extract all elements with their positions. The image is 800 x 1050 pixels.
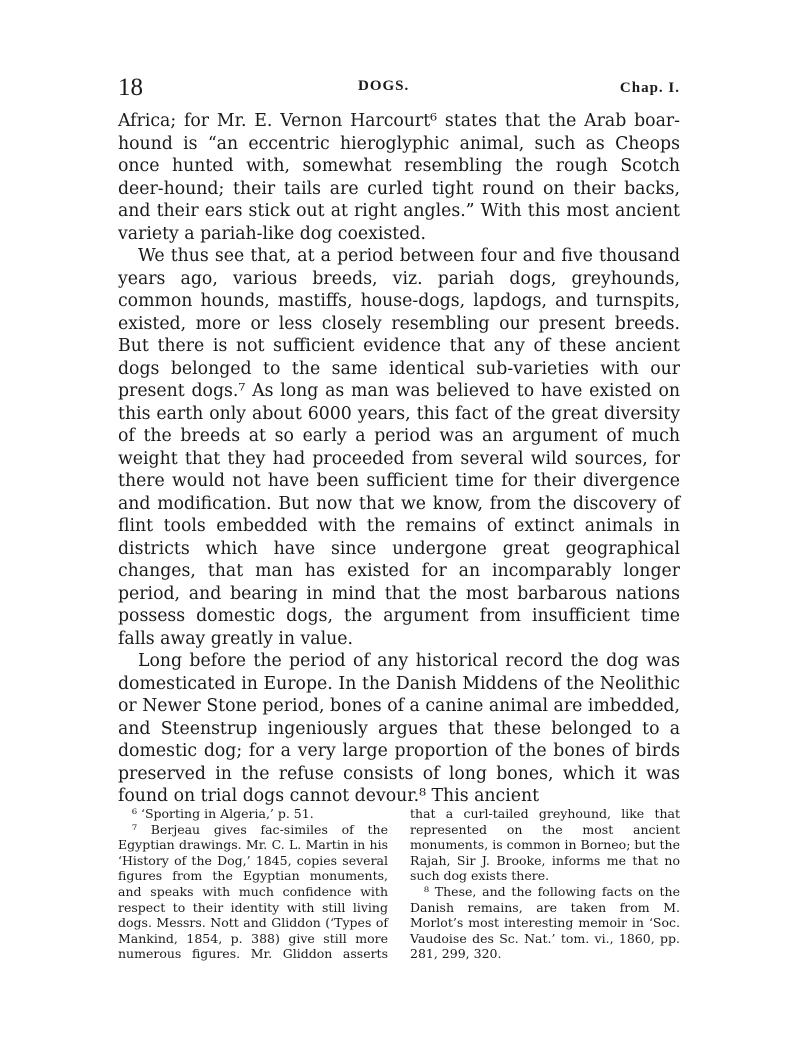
footnote-7: ⁷ Berjeau gives fac-similes of the Egyptian drawings. Mr. C. L. Martin in his ‘History of the Dog,’ 1845, copies several figures from the Egyptian monuments, and speaks with much confidence with respect to their identity with still living dogs. Messrs. Nott and Gliddon (‘Types of Mankind, 1854, p. 388) give still more numerous figures. Mr. Gliddon asserts that a curl-tailed greyhound, like that represented on the most ancient monuments, is common in Borneo; but the Rajah, Sir J. Brooke, informs me that no such dog exists there. bbox=[118, 806, 680, 962]
chapter-reference: Chap. I. bbox=[619, 80, 680, 96]
paragraph: Long before the period of any historical record the dog was domesticated in Europe. In the Danish Middens of the Neolithic or Newer Stone period, bones of a canine animal are imbedded, and Steenstrup ingeniously argues that these belonged to a domestic dog; for a very large proportion of the bones of birds preserved in the refuse consists of long bones, which it was found on trial dogs cannot devour.⁸ This ancient bbox=[118, 651, 680, 806]
page-number: 18 bbox=[118, 74, 143, 101]
main-text bbox=[118, 110, 680, 808]
page-header bbox=[118, 74, 680, 104]
footnote-6: ⁶ ‘Sporting in Algeria,’ p. 51. bbox=[132, 806, 314, 821]
footnotes bbox=[118, 806, 680, 962]
running-head: DOGS. bbox=[358, 78, 410, 94]
paragraph: We thus see that, at a period between four and five thousand years ago, various breeds, viz. pariah dogs, greyhounds, common hounds, mastiffs, house-dogs, lapdogs, and turnspits, existed, more or less closely resembling our present breeds. But there is not sufficient evidence that any of these ancient dogs belonged to the same identical sub-varieties with our present dogs.⁷ As long as man was believed to have existed on this earth only about 6000 years, this fact of the great diversity of the breeds at so early a period was an argument of much weight that they had proceeded from several wild sources, for there would not have been sufficient time for their divergence and modification. But now that we know, from the discovery of flint tools embedded with the remains of extinct animals in districts which have since undergone great geographical changes, that man has existed for an incomparably longer period, and bearing in mind that the most barbarous nations possess domestic dogs, the argument from insufficient time falls away greatly in value. bbox=[118, 246, 680, 649]
paragraph: Africa; for Mr. E. Vernon Harcourt⁶ states that the Arab boar-hound is “an eccentric hieroglyphic animal, such as Cheops once hunted with, somewhat resembling the rough Scotch deer-hound; their tails are curled tight round on their backs, and their ears stick out at right angles.” With this most ancient variety a pariah-like dog coexisted. bbox=[118, 111, 680, 244]
footnote-8: ⁸ These, and the following facts on the Danish remains, are taken from M. Morlot’s most interesting memoir in ‘Soc. Vaudoise des Sc. Nat.’ tom. vi., 1860, pp. 281, 299, 320. bbox=[410, 883, 680, 962]
